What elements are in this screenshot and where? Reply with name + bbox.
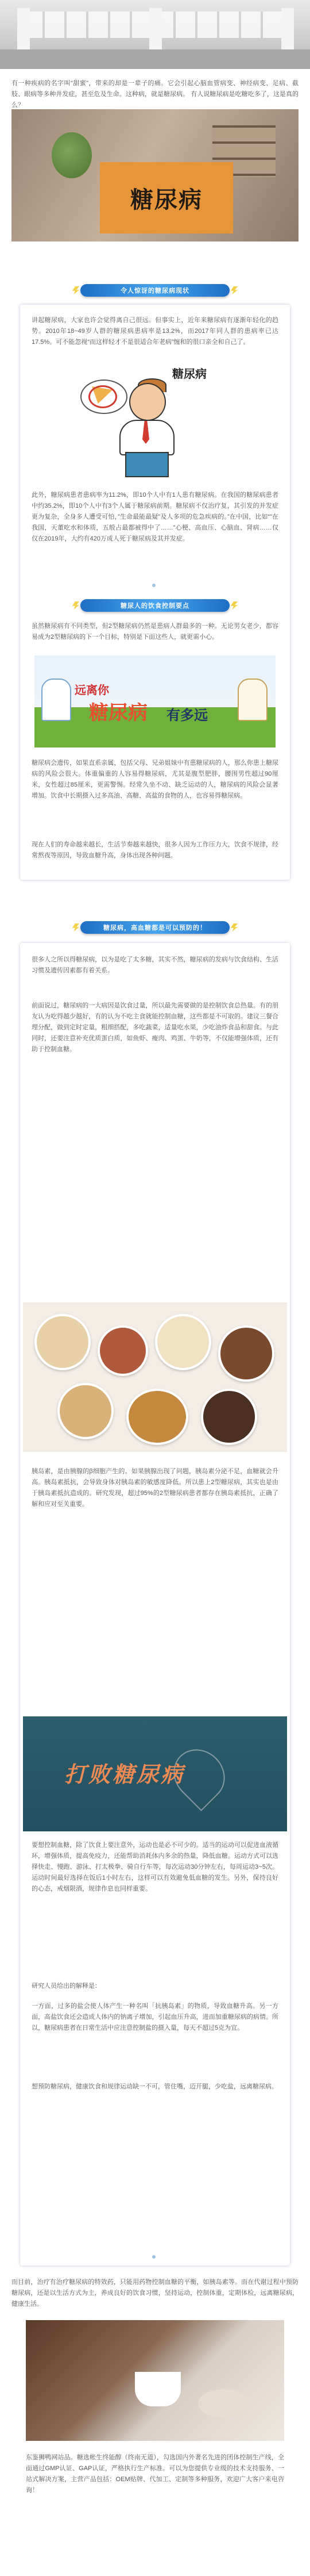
cartoon-title: 糖尿病 <box>172 368 207 381</box>
cartoon-pants <box>125 452 169 477</box>
section3-paragraph: 要想控制血糖，除了饮食上要注意外，运动也是必不可少的。适当的运动可以促进血液循环，增强体质，提高免疫力，还能帮助消耗体内多余的热量，降低血糖。运动方式可以选择快走、慢跑、游泳、打太极拳、骑自行车等，每次运动30分钟左右，每周运动3~5次。运动时间最好选择在饭后1小时左右，这样可以有效避免低血糖的发生。另外，保持良好的心态，戒烟限酒，规律作息也同样重要。 <box>32 1842 278 1892</box>
section1-paragraph: 讲起糖尿病，大家也许会觉得离自己很远。但事实上，近年来糖尿病有逐渐年轻化的趋势。2010年18~49岁人群的糖尿病患病率是13.2%，而2017年同人群的患病率已达17.5%。可不能忽视“而这样轻才不是很适合年老病”缠和的很口亲全和自己了。 <box>32 317 278 346</box>
bean-bowl <box>201 1389 257 1445</box>
seed-bowl <box>57 1383 114 1439</box>
banner-title: 糖尿病 <box>130 186 203 213</box>
away-from-diabetes-banner <box>34 656 276 747</box>
forbidden-icon <box>88 385 117 408</box>
banner-title-box <box>100 162 233 233</box>
plant-decoration <box>52 132 92 178</box>
section-title: 糖尿病，高血糖都是可以预防的！ <box>103 925 207 931</box>
intro-text: 有一种疾病的名字叫"甜蜜"，带来的却是一辈子的痛。它会引起心脑血管病变、神经病变、足病、截肢、眼病等多种并发症，甚至危及生命。这种病，就是糖尿病。 有人说糖尿病是吃糖吃多了，这是真的么？ <box>11 80 299 109</box>
bolt-icon <box>231 286 238 294</box>
elder-figure <box>238 678 268 721</box>
bolt-icon <box>72 601 79 610</box>
cartoon-head <box>129 383 166 421</box>
nut-bowl <box>218 1325 274 1382</box>
oat-bowl <box>155 1314 211 1370</box>
section-title: 令人惊讶的糖尿病现状 <box>121 288 189 294</box>
section3-paragraph: 一方面，过多的盐会使人体产生一种名叫「抗胰岛素」的物质，导致血糖升高。另一方面，高盐饮食还会造成人体内的钠离子增加，引起血压升高，进而加重糖尿病的病情。所以，糖尿病患者在日常生活中应注意控制盐的摄入量，每天不超过5克为宜。 <box>32 2003 278 2031</box>
grain-bowl <box>34 1314 91 1370</box>
doctor-figure <box>41 678 71 721</box>
grain-bowl <box>126 1389 188 1445</box>
outro-text: 而目前，治疗有治疗糖尿病的特效药，只能用药物控制血糖的平衡，如胰岛素等。而在代谢过程中预防糖尿病，还是以生活方式为主，养成良好的饮食习惯，坚持运动，控制体重，定期体检，远离糖尿病，健康生活。 <box>11 2279 299 2307</box>
divider-dot <box>152 2255 156 2259</box>
section3-paragraph: 想预防糖尿病，健康饮食和规律运动缺一不可，管住嘴，迈开腿，少吃盐，远离糖尿病。 <box>32 2083 278 2090</box>
bean-bowl <box>98 1325 148 1376</box>
section2-paragraph: 糖尿病会遗传，如果直系亲属，包括父母、兄弟姐妹中有患糖尿病的人，那么你患上糖尿病的风险会很大。体重偏重的人容易得糖尿病，尤其是腹型肥胖，腰围男性超过90厘米，女性超过85厘米，更需警惕。经常久坐不动、缺乏运动的人，糖尿病的风险会显著增加。饮食中长期摄入过多高油、高糖、高盐的食物的人，也容易得糖尿病。 <box>32 760 278 799</box>
section3-paragraph: 很多人之所以得糖尿病，以为是吃了太多糖，其实不然，糖尿病的发病与饮食结构、生活习惯及遗传因素都有着关系。 <box>32 956 278 974</box>
section3-paragraph: 胰岛素，是由胰腺的β细胞产生的。如果胰腺出现了问题，胰岛素分泌不足，血糖就会升高。胰岛素抵抗，会导致身体对胰岛素的敏感度降低。所以患上2型糖尿病，其实也是由于胰岛素抵抗造成的。研究发现，超过95%的2型糖尿病患者都存在胰岛素抵抗，正确了解和应对至关重要。 <box>32 1468 278 1508</box>
plate <box>198 2389 250 2418</box>
bolt-icon <box>231 923 238 931</box>
footer-text: 东鉴狮鸭网站品。糖选帐生终能醇（终南无道），勾选国内外著名先进的团体控制生产线，全面通过GMP认证、GAP认证，严格执行生产标准。可以为您提供专业级的技术支持服务、一站式解决方案，主营产品包括：OEM贴牌、代加工、定制等多种服务，欢迎广大客户来电咨询！ <box>26 2454 284 2494</box>
banner-text: 打败糖尿病 <box>64 1763 185 1787</box>
bolt-icon <box>72 923 79 931</box>
bolt-icon <box>72 286 79 294</box>
banner-text: 糖尿病 <box>89 702 148 724</box>
diabetes-banner <box>11 109 299 241</box>
cartoon-illustration <box>52 356 258 477</box>
beat-diabetes-banner <box>23 1716 287 1831</box>
section-title: 糖尿人的饮食控制要点 <box>121 603 189 610</box>
divider-dot <box>152 584 156 587</box>
food-photo <box>23 1302 287 1452</box>
dining-photo <box>26 2320 284 2441</box>
section-header <box>69 598 241 613</box>
section-header <box>69 920 241 935</box>
section3-paragraph: 前面说过，糖尿病的一大病因是饮食过量，所以最先需要做的是控制饮食总热量。有的朋友认为吃得越少越好，有的认为不吃主食就能控制血糖，这些都是不可取的。建议三餐合理分配，做到定时定量，粗细搭配，多吃蔬菜，适量吃水果，少吃油炸食品和甜食。与此同时，还要注意补充优质蛋白质，如鱼虾、瘦肉、鸡蛋、牛奶等，不仅能增强体质，还有助于控制血糖。 <box>32 1002 278 1053</box>
section-header <box>69 283 241 298</box>
header-photo <box>0 0 310 69</box>
section3-paragraph: 研究人员给出的解释是： <box>32 1983 101 1989</box>
banner-text: 远离你 <box>75 684 109 697</box>
cup <box>135 2372 181 2406</box>
floor <box>0 49 310 69</box>
section-card <box>20 943 290 2266</box>
section1-paragraph: 此外，糖尿病患者患病率为11.2%，即10个人中有1人患有糖尿病。在我国的糖尿病患者中约35.2%，即10个人中有3个人属于糖尿病前期。糖尿病不仅治疗复，其引发的并发症更为复杂，全身多人遭受可怕，”生命最能最疑”及人多项的危急疾病的。”在中国，比如“”在我国，天董吃水和体质，五般占最都被得中了……”心梗、高血压、心脑血、肾病……仅仅在2019年，大约有420万成人死于糖尿病及其并发症。 <box>32 492 278 542</box>
bolt-icon <box>231 601 238 610</box>
banner-text: 有多远 <box>166 708 208 723</box>
section2-paragraph: 虽然糖尿病有不同类型，但2型糖尿病仍然是患病人群最多的一种。无论男女老少，都容易成为2型糖尿病的下一个目标，特别是下面这些人，就更需小心。 <box>32 623 278 641</box>
section2-paragraph: 现在人们的寿命越来越长，生活节奏越来越快，很多人因为工作压力大，饮食不规律，经常熬夜等原因，导致血糖升高，身体出现各种问题。 <box>32 841 278 859</box>
